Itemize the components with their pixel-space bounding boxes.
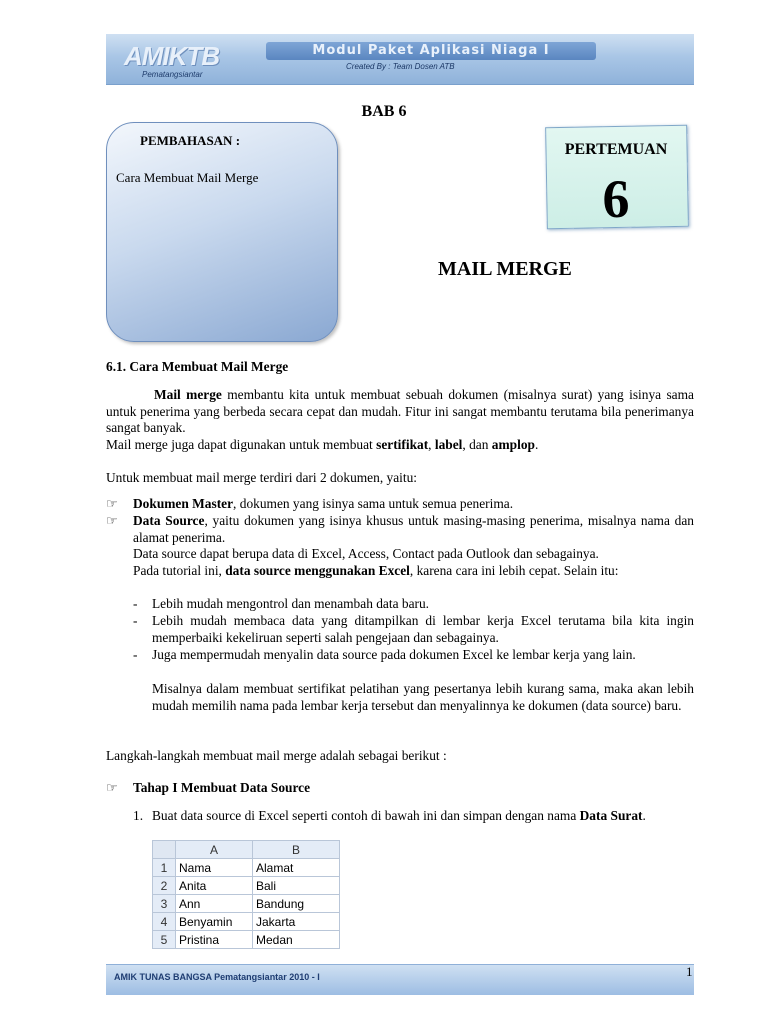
pembahasan-box bbox=[106, 122, 338, 342]
logo-subtitle: Pematangsiantar bbox=[142, 70, 203, 79]
dash-marker: - bbox=[133, 613, 138, 628]
dash-item: Lebih mudah mengontrol dan menambah data baru. bbox=[152, 596, 430, 611]
page-number: 1 bbox=[686, 964, 693, 979]
dash-marker: - bbox=[133, 596, 138, 611]
logo bbox=[116, 39, 220, 79]
cell-alamat: Jakarta bbox=[253, 913, 340, 931]
bullet2-line3-c: , karena cara ini lebih cepat. Selain itu: bbox=[409, 563, 619, 578]
pembahasan-title: PEMBAHASAN : bbox=[140, 133, 241, 148]
cell-alamat: Alamat bbox=[253, 859, 340, 877]
tahap-heading: Tahap I Membuat Data Source bbox=[133, 780, 311, 795]
row-number: 4 bbox=[153, 913, 176, 931]
intro-line2 bbox=[106, 437, 694, 454]
cell-nama: Ann bbox=[176, 895, 253, 913]
logo-text: AMIKTB bbox=[124, 41, 220, 71]
cell-nama: Pristina bbox=[176, 931, 253, 949]
bullet2-line3 bbox=[133, 563, 694, 580]
intro-sertifikat: sertifikat bbox=[376, 437, 429, 452]
intro-label: label bbox=[434, 437, 463, 452]
intro-line2-a: Mail merge juga dapat digunakan untuk membuat bbox=[106, 437, 377, 452]
row-number: 5 bbox=[153, 931, 176, 949]
dash-marker: - bbox=[133, 647, 138, 662]
intro-text: membantu kita untuk membuat sebuah dokumen (misalnya surat) yang isinya sama untuk penerima yang berbeda secara cepat dan mudah. Fitur ini sangat membantu terutama bila penerimanya sangat banyak. bbox=[106, 387, 694, 435]
table-row bbox=[153, 931, 340, 949]
module-title: Modul Paket Aplikasi Niaga I bbox=[266, 42, 596, 60]
cell-nama: Nama bbox=[176, 859, 253, 877]
pembahasan-item: Cara Membuat Mail Merge bbox=[116, 170, 259, 185]
bullet1-text bbox=[133, 496, 694, 513]
cell-nama: Anita bbox=[176, 877, 253, 895]
section-heading: 6.1. Cara Membuat Mail Merge bbox=[106, 359, 289, 374]
intro-end: . bbox=[534, 437, 539, 452]
table-row bbox=[153, 895, 340, 913]
header-banner bbox=[106, 34, 694, 85]
dash-item: Juga mempermudah menyalin data source pada dokumen Excel ke lembar kerja yang lain. bbox=[152, 647, 636, 662]
intro-sep1: , bbox=[428, 437, 435, 452]
excel-col-header: B bbox=[253, 841, 340, 859]
footer-text: AMIK TUNAS BANGSA Pematangsiantar 2010 - I bbox=[114, 972, 320, 982]
step1-rest: Buat data source di Excel seperti contoh di bawah ini dan simpan dengan nama bbox=[152, 808, 580, 823]
intro-sep2: , dan bbox=[462, 437, 492, 452]
bullet2-bold: Data Source bbox=[133, 513, 205, 528]
bullet-hand-icon: ☞ bbox=[106, 780, 118, 795]
pertemuan-number: 6 bbox=[602, 169, 630, 229]
step1-text bbox=[152, 808, 694, 825]
bullet-hand-icon: ☞ bbox=[106, 496, 118, 511]
dash-item: Lebih mudah membaca data yang ditampilkan di lembar kerja Excel terutama bila kita ingin memperbaiki kekeliruan seperti salah pengejaan dan sebagainya. bbox=[152, 613, 694, 645]
cell-alamat: Bandung bbox=[253, 895, 340, 913]
excel-header-row bbox=[153, 841, 340, 859]
bullet2-line3-a: Pada tutorial ini, bbox=[133, 563, 226, 578]
pertemuan-label: PERTEMUAN bbox=[564, 141, 668, 158]
row-number: 2 bbox=[153, 877, 176, 895]
excel-sample-table bbox=[152, 840, 340, 949]
cell-alamat: Medan bbox=[253, 931, 340, 949]
excel-col-header: A bbox=[176, 841, 253, 859]
table-row bbox=[153, 877, 340, 895]
row-number: 1 bbox=[153, 859, 176, 877]
bullet1-bold: Dokumen Master bbox=[133, 496, 234, 511]
dash-follow-text: Misalnya dalam membuat sertifikat pelatihan yang pesertanya lebih kurang sama, maka akan lebih mudah memilih nama pada lembar kerja tersebut dan menyalinnya ke dokumen (data source) baru. bbox=[152, 681, 694, 713]
bullet2-text bbox=[133, 513, 694, 546]
bullet2-rest: , yaitu dokumen yang isinya khusus untuk masing-masing penerima, misalnya nama dan alamat penerima. bbox=[133, 513, 695, 545]
bullet2-line2: Data source dapat berupa data di Excel, Access, Contact pada Outlook dan sebagainya. bbox=[133, 546, 599, 561]
main-title: MAIL MERGE bbox=[438, 258, 572, 280]
two-docs-text: Untuk membuat mail merge terdiri dari 2 dokumen, yaitu: bbox=[106, 470, 418, 485]
intro-paragraph bbox=[106, 387, 694, 437]
excel-corner bbox=[153, 841, 176, 859]
row-number: 3 bbox=[153, 895, 176, 913]
table-row bbox=[153, 913, 340, 931]
intro-bold: Mail merge bbox=[154, 387, 222, 402]
cell-nama: Benyamin bbox=[176, 913, 253, 931]
step1-bold: Data Surat bbox=[579, 808, 643, 823]
table-row bbox=[153, 859, 340, 877]
intro-amplop: amplop bbox=[491, 437, 535, 452]
module-author: Created By : Team Dosen ATB bbox=[346, 62, 455, 71]
chapter-title: BAB 6 bbox=[361, 103, 407, 120]
cell-alamat: Bali bbox=[253, 877, 340, 895]
bullet1-rest: , dokumen yang isinya sama untuk semua penerima. bbox=[233, 496, 514, 511]
bullet2-line3-bold: data source menggunakan Excel bbox=[225, 563, 410, 578]
step1-end: . bbox=[642, 808, 646, 823]
bullet-hand-icon: ☞ bbox=[106, 513, 118, 528]
steps-intro: Langkah-langkah membuat mail merge adalah sebagai berikut : bbox=[106, 748, 447, 763]
step-number: 1. bbox=[133, 808, 144, 823]
